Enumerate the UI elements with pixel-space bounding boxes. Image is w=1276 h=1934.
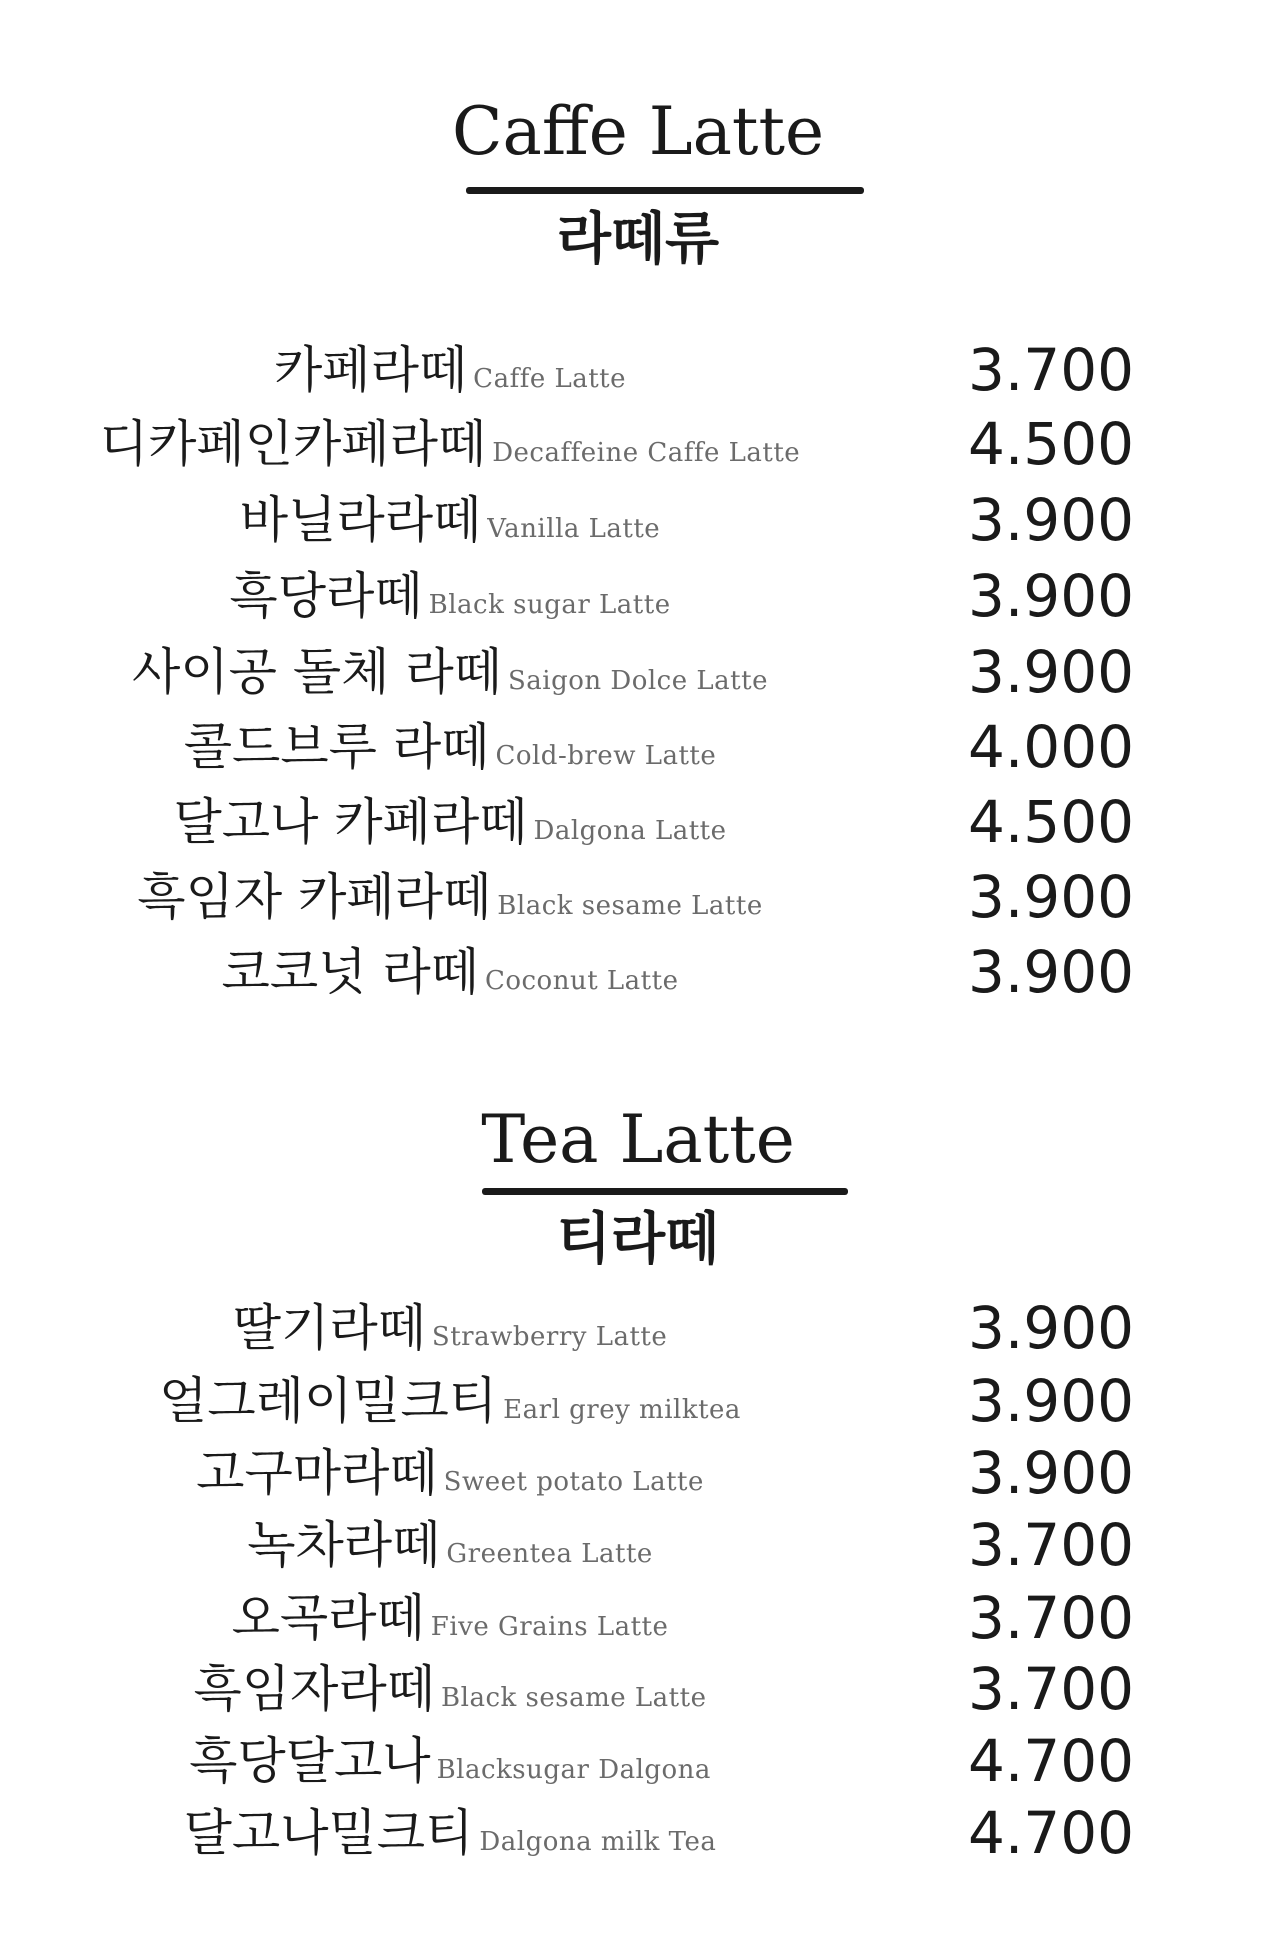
item-price: 3.900 [967, 486, 1134, 554]
menu-item [0, 635, 1276, 709]
item-name-ko: 코코넛 라떼 [221, 943, 479, 1001]
item-name-en: Coconut Latte [484, 966, 679, 996]
item-name-ko: 고구마라떼 [196, 1444, 438, 1502]
menu-item [0, 1581, 1276, 1655]
menu-item [0, 1291, 1276, 1365]
item-price: 3.700 [967, 1584, 1134, 1652]
section-title-en: Caffe Latte [451, 93, 825, 170]
item-name-en: Blacksugar Dalgona [436, 1755, 711, 1785]
item-name-en: Decaffeine Caffe Latte [492, 438, 801, 468]
item-name-en: Five Grains Latte [430, 1612, 669, 1642]
item-name-en: Dalgona milk Tea [479, 1827, 717, 1857]
item-price: 4.500 [967, 410, 1134, 478]
menu-item [0, 935, 1276, 1009]
menu-item [0, 1436, 1276, 1510]
item-name-ko: 딸기라떼 [232, 1299, 426, 1357]
item-price: 4.000 [967, 713, 1134, 781]
menu-item [0, 860, 1276, 934]
item-price: 3.900 [967, 562, 1134, 630]
menu-item [0, 559, 1276, 633]
menu-item [0, 1508, 1276, 1582]
item-price: 4.700 [967, 1727, 1134, 1795]
item-name-en: Greentea Latte [446, 1539, 653, 1569]
item-price: 4.700 [967, 1799, 1134, 1867]
menu-item [0, 1652, 1276, 1726]
item-name-ko: 카페라떼 [273, 341, 468, 399]
menu-item [0, 1364, 1276, 1438]
item-name-ko: 디카페인카페라떼 [99, 415, 487, 473]
item-name-en: Saigon Dolce Latte [507, 666, 768, 696]
item-name-ko: 오곡라떼 [231, 1589, 425, 1647]
menu-item [0, 785, 1276, 859]
item-name-en: Black sesame Latte [497, 891, 763, 921]
item-name-ko: 얼그레이밀크티 [159, 1372, 498, 1430]
item-name-en: Vanilla Latte [487, 514, 661, 544]
item-price: 3.700 [967, 1655, 1134, 1723]
item-name-en: Strawberry Latte [431, 1322, 668, 1352]
item-name-ko: 사이공 돌체 라떼 [132, 643, 502, 701]
item-price: 3.900 [967, 1294, 1134, 1362]
item-name-ko: 달고나 카페라떼 [173, 793, 528, 851]
item-price: 3.700 [967, 1511, 1134, 1579]
item-price: 3.900 [967, 1439, 1134, 1507]
item-price: 3.900 [967, 638, 1134, 706]
menu-item [0, 1796, 1276, 1870]
section-divider [482, 1188, 848, 1195]
section-title-en: Tea Latte [481, 1101, 795, 1178]
menu-item [0, 483, 1276, 557]
item-name-en: Black sesame Latte [441, 1683, 707, 1713]
menu-item [0, 1724, 1276, 1798]
item-name-ko: 달고나밀크티 [183, 1804, 474, 1862]
item-name-en: Dalgona Latte [533, 816, 727, 846]
item-name-ko: 흑당라떼 [229, 567, 423, 625]
menu-item [0, 407, 1276, 481]
item-price: 3.900 [967, 863, 1134, 931]
item-name-ko: 흑임자 카페라떼 [137, 868, 492, 926]
menu-item [0, 710, 1276, 784]
item-name-ko: 콜드브루 라떼 [183, 718, 490, 776]
item-name-en: Sweet potato Latte [443, 1467, 704, 1497]
item-name-en: Caffe Latte [473, 364, 627, 394]
item-price: 3.900 [967, 938, 1134, 1006]
section-divider [466, 187, 864, 194]
item-name-ko: 흑임자라떼 [193, 1660, 436, 1718]
item-price: 3.900 [967, 1367, 1134, 1435]
item-name-en: Black sugar Latte [428, 590, 671, 620]
item-price: 4.500 [967, 788, 1134, 856]
section-title-ko: 티라떼 [556, 1207, 720, 1272]
item-price: 3.700 [967, 336, 1134, 404]
item-name-ko: 녹차라떼 [247, 1516, 441, 1574]
item-name-ko: 바닐라라떼 [239, 491, 482, 549]
item-name-ko: 흑당달고나 [189, 1732, 431, 1790]
item-name-en: Earl grey milktea [503, 1395, 741, 1425]
section-title-ko: 라떼류 [556, 207, 720, 272]
menu-item [0, 333, 1276, 407]
item-name-en: Cold-brew Latte [495, 741, 717, 771]
